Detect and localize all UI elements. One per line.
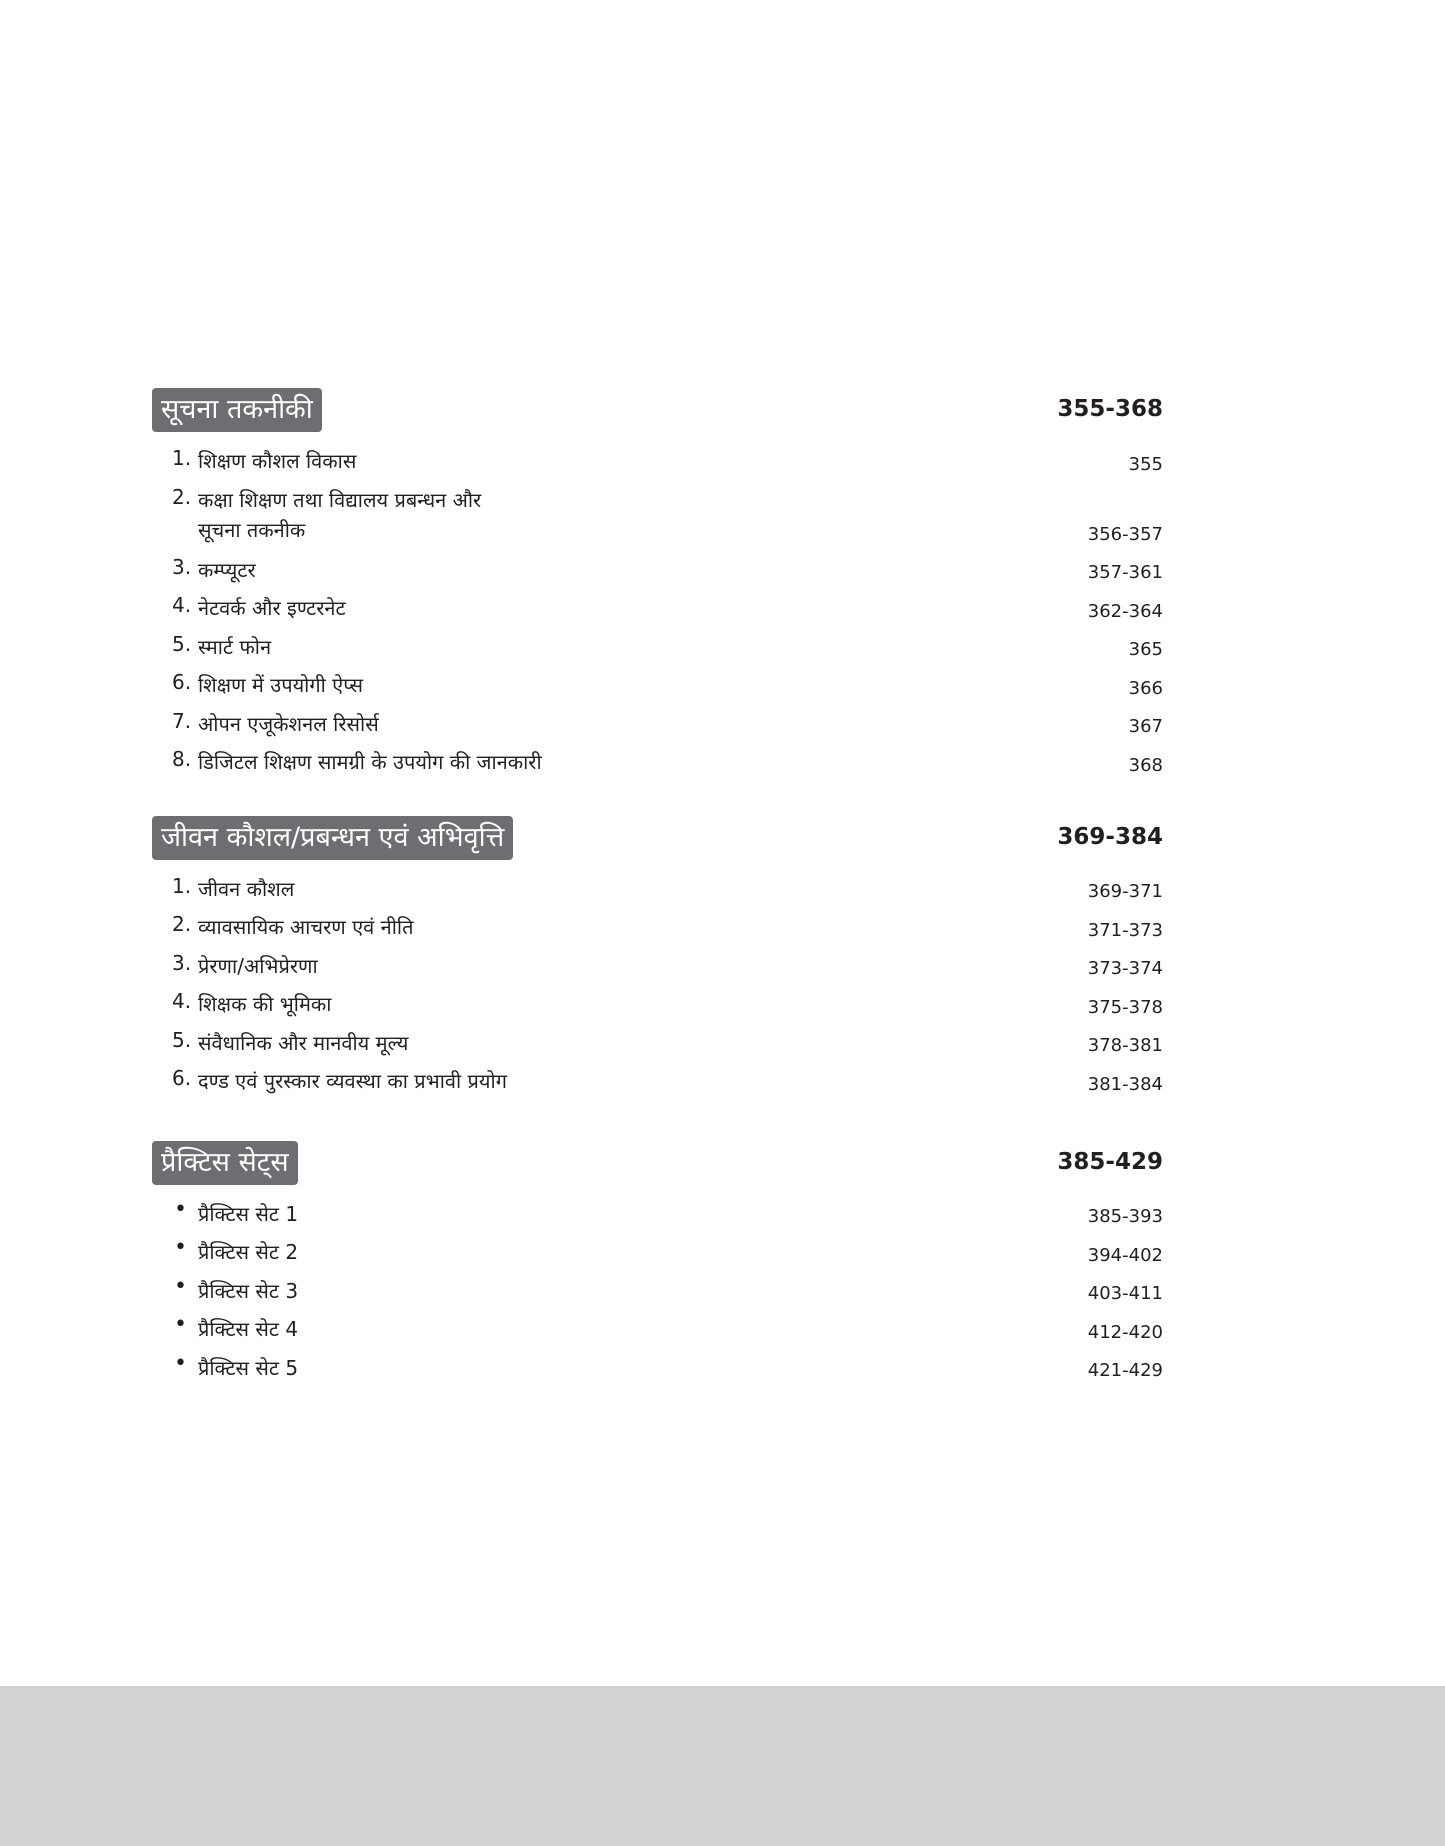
entry-page: 368 [1128,754,1163,776]
entry-title: शिक्षक की भूमिका [198,992,332,1016]
entry-title: व्यावसायिक आचरण एवं नीति [198,915,414,939]
entry-page: 381-384 [1087,1073,1163,1095]
entry-title: शिक्षण में उपयोगी ऐप्स [198,673,364,697]
entry-number: 6. [172,670,192,694]
entry-title: प्रैक्टिस सेट 4 [198,1317,299,1341]
toc-entry[interactable] [152,479,1163,549]
entry-number: 8. [172,747,192,771]
entry-number: 3. [172,950,192,975]
toc-section-practice-sets [152,1141,1163,1386]
bullet-icon: • [174,1312,187,1337]
entry-number: 1. [172,446,192,470]
toc-entry[interactable] [152,1193,1163,1232]
section-header [152,388,1163,432]
toc-entry[interactable] [152,1308,1163,1347]
entry-title-line-1: कक्षा शिक्षण तथा विद्यालय प्रबन्धन और [198,487,482,512]
bullet-icon: • [174,1350,187,1376]
bullet-icon: • [174,1196,187,1222]
bullet-icon: • [174,1235,187,1260]
entry-title [198,485,481,545]
section-title: जीवन कौशल/प्रबन्धन एवं अभिवृत्ति [152,816,513,860]
section-title: प्रैक्टिस सेट्स [152,1141,298,1185]
footer-band [0,1686,1445,1846]
entry-page: 365 [1128,639,1163,660]
entry-title: नेटवर्क और इण्टरनेट [198,596,346,620]
entry-title: ओपन एजूकेशनल रिसोर्स [198,711,379,736]
toc-entry[interactable] [152,703,1163,742]
bullet-icon: • [174,1273,187,1299]
entry-page: 366 [1128,677,1163,699]
entry-title: प्रैक्टिस सेट 3 [198,1278,299,1303]
entry-page: 375-378 [1087,996,1163,1018]
entry-number: 3. [172,554,192,579]
entry-title: कम्प्यूटर [198,557,256,582]
entry-number: 6. [172,1066,192,1090]
entry-page: 356-357 [1087,523,1163,545]
entry-number: 5. [172,1027,192,1052]
entry-title: डिजिटल शिक्षण सामग्री के उपयोग की जानकारी [198,750,542,774]
section-header [152,816,1163,860]
section-page-range: 369-384 [1057,823,1163,850]
toc-entry[interactable] [152,1060,1163,1099]
entry-page: 362-364 [1087,600,1163,622]
entry-title: शिक्षण कौशल विकास [198,449,357,473]
entry-title: प्रेरणा/अभिप्रेरणा [198,953,318,978]
entry-title: जीवन कौशल [198,876,295,901]
entry-number: 5. [172,631,192,656]
entry-title: दण्ड एवं पुरस्कार व्यवस्था का प्रभावी प्रयोग [198,1069,507,1093]
entry-number: 2. [172,484,192,509]
entry-title-line-2: सूचना तकनीक [198,517,306,542]
toc-entry[interactable] [152,1231,1163,1270]
toc-entry[interactable] [152,945,1163,984]
toc-entry[interactable] [152,741,1163,780]
toc-section-information-technology [152,388,1163,780]
entry-number: 4. [172,593,192,617]
entry-page: 371-373 [1087,919,1163,941]
toc-entry[interactable] [152,1270,1163,1309]
entry-title: प्रैक्टिस सेट 2 [198,1240,299,1264]
entry-page: 403-411 [1087,1283,1163,1304]
entry-page: 421-429 [1087,1360,1163,1381]
entry-title: संवैधानिक और मानवीय मूल्य [198,1030,409,1055]
toc-entry[interactable] [152,983,1163,1022]
toc-entry[interactable] [152,906,1163,945]
entry-page: 412-420 [1087,1321,1163,1343]
entry-number: 4. [172,989,192,1013]
entry-page: 367 [1128,716,1163,737]
entry-page: 357-361 [1087,562,1163,583]
toc-entry[interactable] [152,1347,1163,1386]
toc-entry[interactable] [152,868,1163,907]
toc-section-life-skills [152,816,1163,1099]
toc-entry[interactable] [152,549,1163,588]
entry-page: 369-371 [1087,881,1163,902]
toc-entry[interactable] [152,1022,1163,1061]
toc-entry[interactable] [152,626,1163,665]
table-of-contents [152,388,1163,1385]
entry-page: 394-402 [1087,1244,1163,1266]
entry-number: 1. [172,873,192,898]
entry-title: प्रैक्टिस सेट 1 [198,1201,299,1226]
entry-page: 373-374 [1087,958,1163,979]
section-page-range: 385-429 [1057,1148,1163,1175]
entry-title: प्रैक्टिस सेट 5 [198,1355,299,1380]
entry-page: 385-393 [1087,1206,1163,1227]
entry-number: 2. [172,912,192,936]
toc-entry[interactable] [152,664,1163,703]
section-title: सूचना तकनीकी [152,388,322,432]
entry-page: 355 [1128,453,1163,475]
entry-title: स्मार्ट फोन [198,634,272,659]
toc-entry[interactable] [152,440,1163,479]
section-page-range: 355-368 [1057,396,1163,422]
entry-page: 378-381 [1087,1035,1163,1056]
toc-entry[interactable] [152,587,1163,626]
entry-number: 7. [172,708,192,733]
section-header [152,1141,1163,1185]
